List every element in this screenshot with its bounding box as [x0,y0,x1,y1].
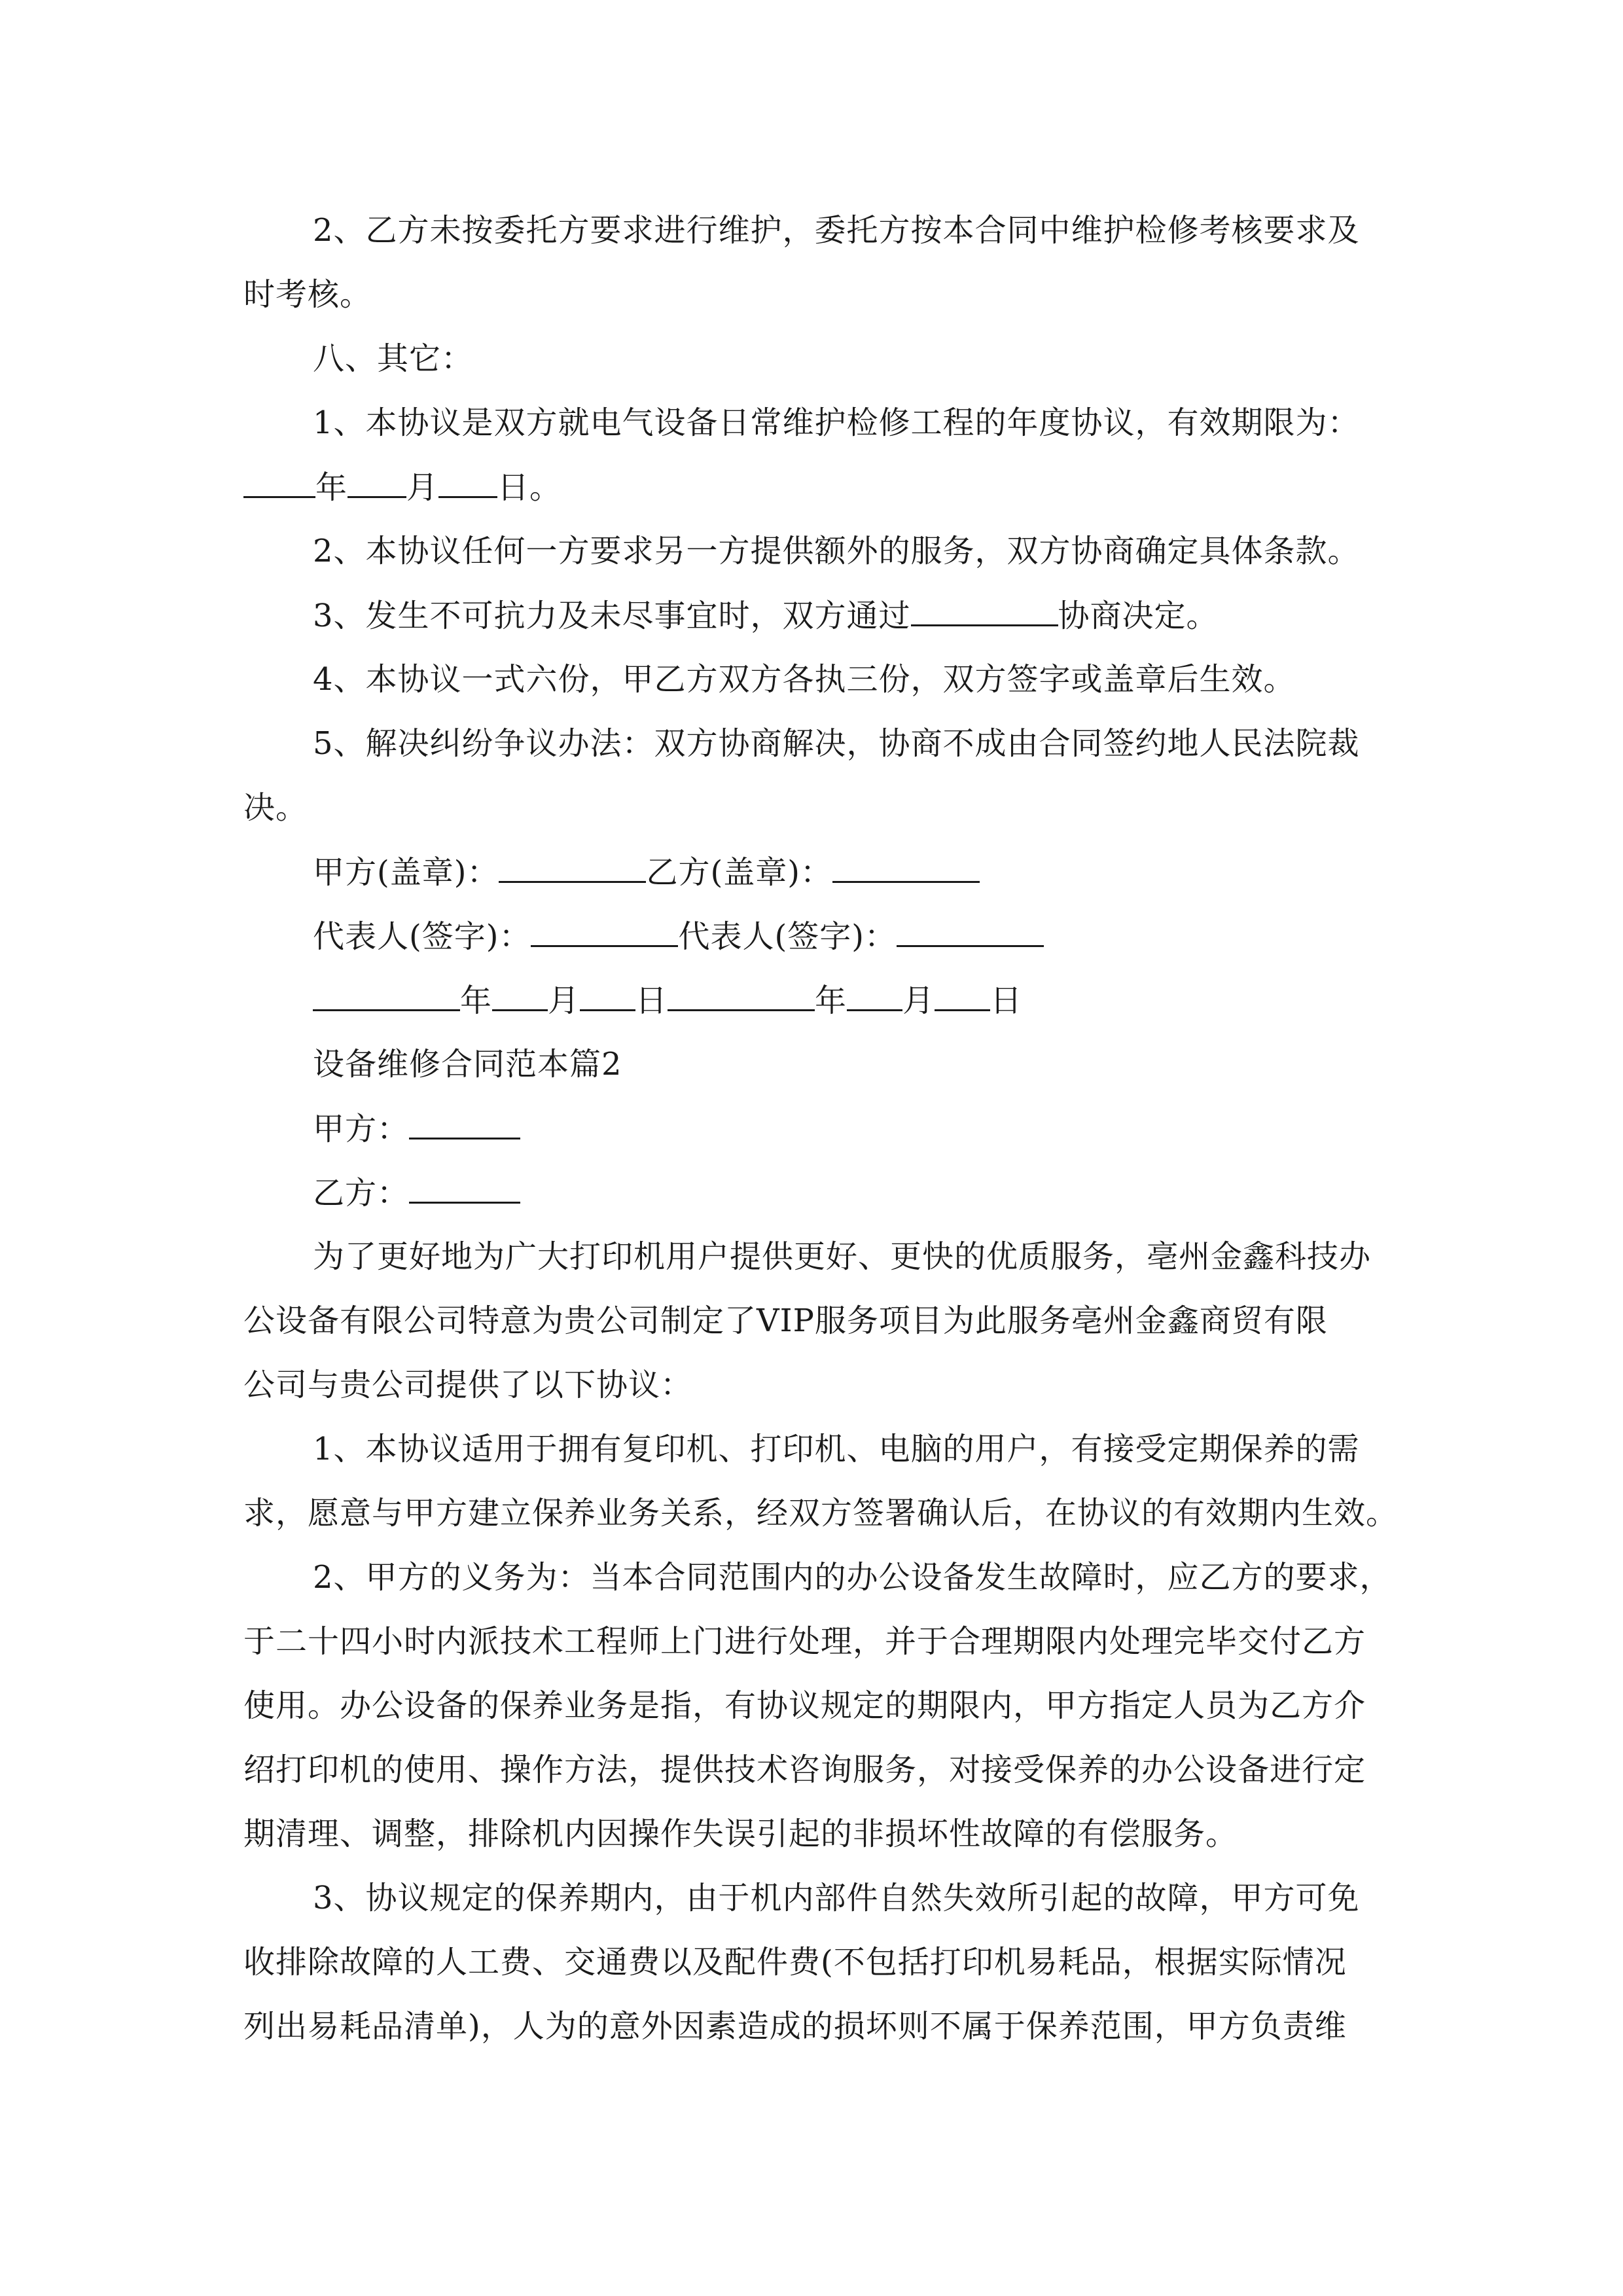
seal-row [313,852,980,892]
party-b-seal-label: 乙方(盖章)： [646,854,832,891]
year-blank [243,467,315,498]
clause-2-line-2: 于二十四小时内派技术工程师上门进行处理，并于合理期限内处理完毕交付乙方 [243,1623,1366,1660]
clause-8-3 [313,596,1219,636]
date-a-day: 日 [635,982,668,1019]
party-b-blank [409,1173,520,1204]
intro-line-3: 公司与贵公司提供了以下协议： [243,1367,693,1403]
rep-b-label: 代表人(签字)： [678,918,897,955]
clause-8-3-prefix: 3、发生不可抗力及未尽事宜时，双方通过 [313,598,911,634]
year-label: 年 [315,469,348,506]
day-label: 日。 [497,469,562,506]
section-8-heading: 八、其它： [313,340,474,377]
rep-b-blank [897,916,1044,947]
representative-row [313,916,1044,956]
clause-1-line-2: 求，愿意与甲方建立保养业务关系，经双方签署确认后，在协议的有效期内生效。 [243,1495,1399,1532]
clause-7-2-line-1: 2、乙方未按委托方要求进行维护，委托方按本合同中维护检修考核要求及 [313,212,1360,249]
date-a-year-blank [313,980,460,1011]
date-a-month-blank [492,980,548,1011]
clause-8-5-line-2: 决。 [243,789,308,826]
signature-date-row [313,980,1022,1020]
clause-2-line-3: 使用。办公设备的保养业务是指，有协议规定的期限内，甲方指定人员为乙方介 [243,1687,1366,1724]
party-b-line [313,1173,520,1213]
party-a-label: 甲方： [313,1111,410,1147]
day-blank [438,467,497,498]
clause-8-2: 2、本协议任何一方要求另一方提供额外的服务，双方协商确定具体条款。 [313,533,1360,569]
date-b-month: 月 [902,982,935,1019]
clause-3-line-3: 列出易耗品清单)，人为的意外因素造成的损坏则不属于保养范围，甲方负责维 [243,2008,1347,2045]
party-b-label: 乙方： [313,1175,410,1211]
date-b-year: 年 [815,982,847,1019]
section-2-title: 设备维修合同范本篇2 [313,1046,622,1083]
clause-2-line-5: 期清理、调整，排除机内因操作失误引起的非损坏性故障的有偿服务。 [243,1816,1238,1852]
date-a-year: 年 [460,982,493,1019]
party-a-seal-blank [499,852,646,883]
clause-2-line-4: 绍打印机的使用、操作方法，提供技术咨询服务，对接受保养的办公设备进行定 [243,1751,1366,1788]
clause-8-5-line-1: 5、解决纠纷争议办法：双方协商解决，协商不成由合同签约地人民法院裁 [313,725,1360,762]
date-b-month-blank [847,980,902,1011]
intro-line-1: 为了更好地为广大打印机用户提供更好、更快的优质服务，亳州金鑫科技办 [313,1238,1372,1275]
party-b-seal-blank [832,852,980,883]
party-a-blank [409,1109,520,1139]
clause-3-line-1: 3、协议规定的保养期内，由于机内部件自然失效所引起的故障，甲方可免 [313,1880,1360,1916]
party-a-seal-label: 甲方(盖章)： [313,854,499,891]
clause-8-3-suffix: 协商决定。 [1058,598,1219,634]
date-b-year-blank [668,980,815,1011]
clause-8-4: 4、本协议一式六份，甲乙方双方各执三份，双方签字或盖章后生效。 [313,661,1296,698]
date-a-day-blank [580,980,635,1011]
clause-8-1-date [243,467,562,507]
clause-8-1-line-1: 1、本协议是双方就电气设备日常维护检修工程的年度协议，有效期限为： [313,404,1360,441]
clause-3-line-2: 收排除故障的人工费、交通费以及配件费(不包括打印机易耗品，根据实际情况 [243,1944,1347,1981]
clause-1-line-1: 1、本协议适用于拥有复印机、打印机、电脑的用户，有接受定期保养的需 [313,1431,1360,1467]
month-blank [348,467,406,498]
month-label: 月 [406,469,439,506]
negotiation-blank [911,596,1058,626]
date-b-day: 日 [990,982,1023,1019]
date-b-day-blank [935,980,990,1011]
rep-a-blank [531,916,678,947]
party-a-line [313,1109,520,1149]
clause-2-line-1: 2、甲方的义务为：当本合同范围内的办公设备发生故障时，应乙方的要求， [313,1559,1392,1596]
date-a-month: 月 [548,982,580,1019]
rep-a-label: 代表人(签字)： [313,918,531,955]
clause-7-2-line-2: 时考核。 [243,276,372,313]
intro-line-2: 公设备有限公司特意为贵公司制定了VIP服务项目为此服务亳州金鑫商贸有限 [243,1302,1328,1339]
